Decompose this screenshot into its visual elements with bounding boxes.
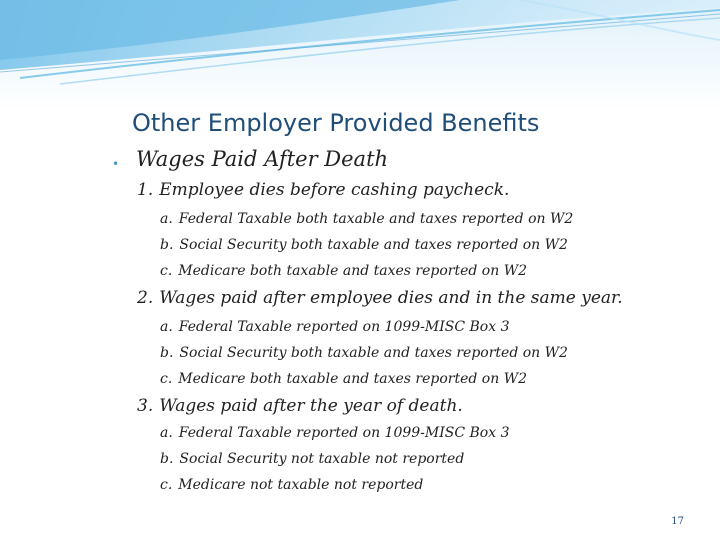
section-3 [137,396,463,416]
item-text: Federal Taxable both taxable and taxes reported on W2 [178,211,574,227]
section-text: Wages paid after employee dies and in the same year. [159,288,623,308]
item-text: Federal Taxable reported on 1099-MISC Box 3 [178,319,510,335]
item-letter: a. [160,211,173,227]
item-letter: c. [160,477,173,493]
item-text: Medicare both taxable and taxes reported on W2 [178,263,527,279]
item-text: Medicare not taxable not reported [178,477,424,493]
item-text: Social Security both taxable and taxes reported on W2 [179,237,568,253]
list-item [160,319,510,335]
list-item [160,263,527,279]
list-item [160,345,568,361]
page-number: 17 [671,516,684,527]
item-text: Medicare both taxable and taxes reported on W2 [178,371,527,387]
item-text: Social Security both taxable and taxes reported on W2 [179,345,568,361]
section-number: 3. [137,396,154,416]
item-text: Federal Taxable reported on 1099-MISC Box 3 [178,425,510,441]
list-item [160,477,423,493]
header-swoosh-decoration [0,0,720,110]
item-letter: a. [160,319,173,335]
section-text: Wages paid after the year of death. [159,396,463,416]
section-number: 2. [137,288,154,308]
item-letter: a. [160,425,173,441]
list-item [160,451,464,467]
item-letter: b. [160,237,174,253]
list-item [160,237,568,253]
section-text: Employee dies before cashing paycheck. [159,180,510,200]
section-1 [137,180,509,200]
bullet-heading: Wages Paid After Death [136,147,389,171]
slide-title: Other Employer Provided Benefits [132,109,540,137]
item-letter: b. [160,451,174,467]
list-item [160,211,573,227]
item-text: Social Security not taxable not reported [179,451,465,467]
section-2 [137,288,623,308]
list-item [160,425,510,441]
item-letter: c. [160,263,173,279]
item-letter: b. [160,345,174,361]
item-letter: c. [160,371,173,387]
bullet-dot-icon: • [112,157,120,171]
section-number: 1. [137,180,154,200]
list-item [160,371,527,387]
